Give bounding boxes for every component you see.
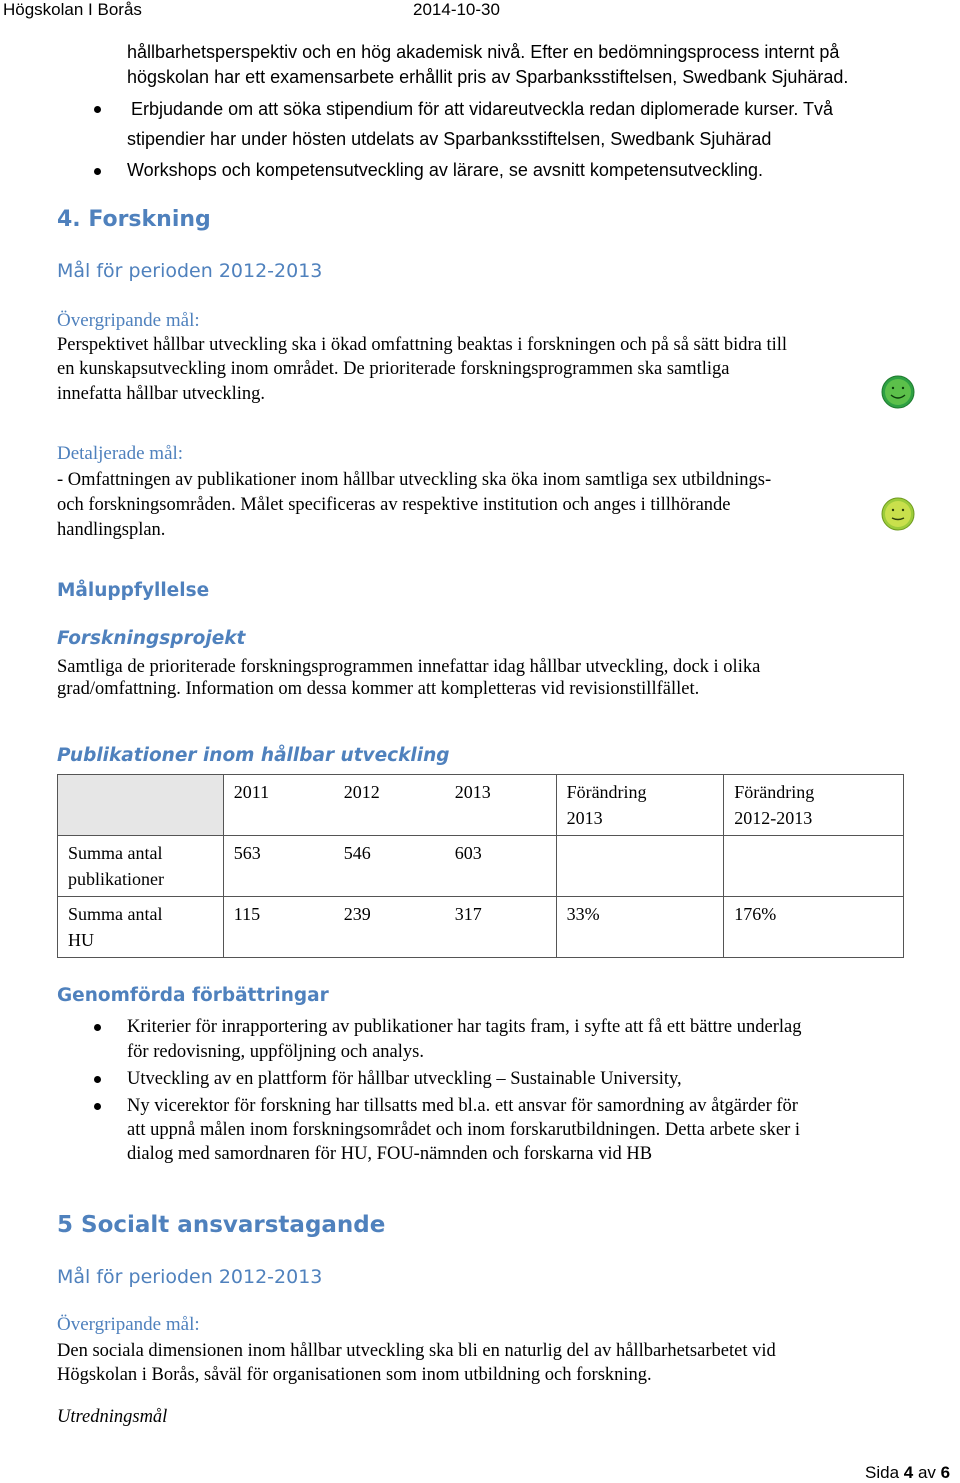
bullet-icon [94, 106, 101, 113]
total-pages: 6 [940, 1463, 951, 1482]
table-header-years [223, 775, 556, 836]
intro-line: högskolan har ett examensarbete erhållit pris av Sparbanksstiftelsen, Swedbank Sjuhärad. [127, 67, 849, 87]
overall-goal-text: innefatta hållbar utveckling. [57, 384, 266, 404]
table-cell-value: 239 [343, 904, 371, 924]
table-row [58, 775, 904, 836]
table-cell-value: 603 [454, 843, 482, 863]
improvement-text: Ny vicerektor för forskning har tillsatts med bl.a. ett ansvar för samordning av åtgärder för [127, 1096, 798, 1116]
table-header-text: 2013 [566, 808, 603, 828]
overall-goal-text: Perspektivet hållbar utveckling ska i ökad omfattning beaktas i forskningen och på så sätt bidra till [57, 335, 788, 355]
research-projects-text: grad/omfattning. Information om dessa kommer att kompletteras vid revisionstillfället. [57, 679, 700, 699]
table-cell-value: 115 [233, 904, 261, 924]
table-cell-text: publikationer [68, 869, 164, 889]
table-header-cell: 2013 [454, 782, 491, 802]
table-corner-cell [58, 775, 224, 836]
section-heading-research: 4. Forskning [57, 207, 211, 232]
page-number [865, 1463, 950, 1483]
bullet-icon [94, 1103, 101, 1110]
table-cell: 176% [724, 897, 904, 958]
detailed-goal-text: handlingsplan. [57, 520, 166, 540]
table-cell: 33% [556, 897, 724, 958]
table-cell-text: Summa antal [68, 904, 163, 924]
improvement-text: för redovisning, uppföljning och analys. [127, 1042, 424, 1062]
current-page: 4 [903, 1463, 914, 1482]
section-heading-social: 5 Socialt ansvarstagande [57, 1212, 386, 1238]
detailed-goal-text: - Omfattningen av publikationer inom hållbar utveckling ska öka inom samtliga sex utbildnings- [57, 470, 772, 490]
smiley-icon [881, 375, 915, 409]
fulfillment-heading: Måluppfyllelse [57, 580, 210, 601]
table-row [58, 836, 904, 897]
table-cell [724, 836, 904, 897]
document-header-date: 2014-10-30 [413, 0, 500, 19]
table-header-cell: 2011 [233, 782, 270, 802]
improvement-text: Kriterier för inrapportering av publikationer har tagits fram, i syfte att få ett bättre underlag [127, 1017, 802, 1037]
bullet-icon [94, 1024, 101, 1031]
overall-goal-text: en kunskapsutveckling inom området. De prioriterade forskningsprogrammen ska samtliga [57, 359, 730, 379]
overall-goal-text: Högskolan i Borås, såväl för organisationen som inom utbildning och forskning. [57, 1365, 652, 1385]
publications-table [57, 774, 904, 958]
detailed-goal-text: och forskningsområden. Målet specificeras av respektive institution och anges i tillhörande [57, 495, 731, 515]
table-cell [223, 897, 556, 958]
table-cell-text: HU [68, 930, 94, 950]
intro-bullet-text: Workshops och kompetensutveckling av lärare, se avsnitt kompetensutveckling. [127, 160, 763, 180]
overall-goal-label: Övergripande mål: [57, 1314, 200, 1335]
table-header-cell [724, 775, 904, 836]
table-cell-text: Summa antal [68, 843, 163, 863]
period-heading: Mål för perioden 2012-2013 [57, 1266, 323, 1288]
improvements-heading: Genomförda förbättringar [57, 985, 329, 1006]
table-header-cell: 2012 [343, 782, 380, 802]
research-projects-text: Samtliga de prioriterade forskningsprogrammen innefattar idag hållbar utveckling, dock i olika [57, 657, 761, 677]
intro-bullet-text: stipendier har under hösten utdelats av Sparbanksstiftelsen, Swedbank Sjuhärad [127, 129, 772, 149]
table-cell-value: 563 [233, 843, 261, 863]
page-of: av [917, 1463, 936, 1482]
table-row [58, 897, 904, 958]
table-cell-value: 317 [454, 904, 482, 924]
table-row-label [58, 836, 224, 897]
intro-line: hållbarhetsperspektiv och en hög akademisk nivå. Efter en bedömningsprocess internt på [127, 42, 840, 62]
improvement-text: att uppnå målen inom forskningsområdet och inom forskarutbildningen. Detta arbete sker i [127, 1120, 801, 1140]
table-cell [223, 836, 556, 897]
bullet-icon [94, 168, 101, 175]
table-header-text: 2012-2013 [734, 808, 813, 828]
publications-heading: Publikationer inom hållbar utveckling [57, 745, 450, 766]
improvement-text: dialog med samordnaren för HU, FOU-nämnden och forskarna vid HB [127, 1144, 653, 1164]
overall-goal-label: Övergripande mål: [57, 310, 200, 331]
table-cell-value: 546 [343, 843, 371, 863]
bullet-icon [94, 1076, 101, 1083]
smiley-icon [881, 497, 915, 531]
table-row-label [58, 897, 224, 958]
table-header-cell [556, 775, 724, 836]
overall-goal-text: Den sociala dimensionen inom hållbar utveckling ska bli en naturlig del av hållbarhetsarbetet vid [57, 1341, 776, 1361]
period-heading: Mål för perioden 2012-2013 [57, 260, 323, 282]
table-header-text: Förändring [734, 782, 815, 802]
research-projects-heading: Forskningsprojekt [57, 628, 246, 649]
intro-bullet-text: Erbjudande om att söka stipendium för att vidareutveckla redan diplomerade kurser. Två [131, 99, 834, 119]
table-header-text: Förändring [566, 782, 647, 802]
investigation-goal-label: Utredningsmål [57, 1407, 168, 1427]
page-prefix: Sida [865, 1463, 900, 1482]
improvement-text: Utveckling av en plattform för hållbar utveckling – Sustainable University, [127, 1069, 682, 1089]
detailed-goal-label: Detaljerade mål: [57, 443, 184, 464]
table-cell [556, 836, 724, 897]
document-header-title: Högskolan I Borås [3, 0, 142, 19]
